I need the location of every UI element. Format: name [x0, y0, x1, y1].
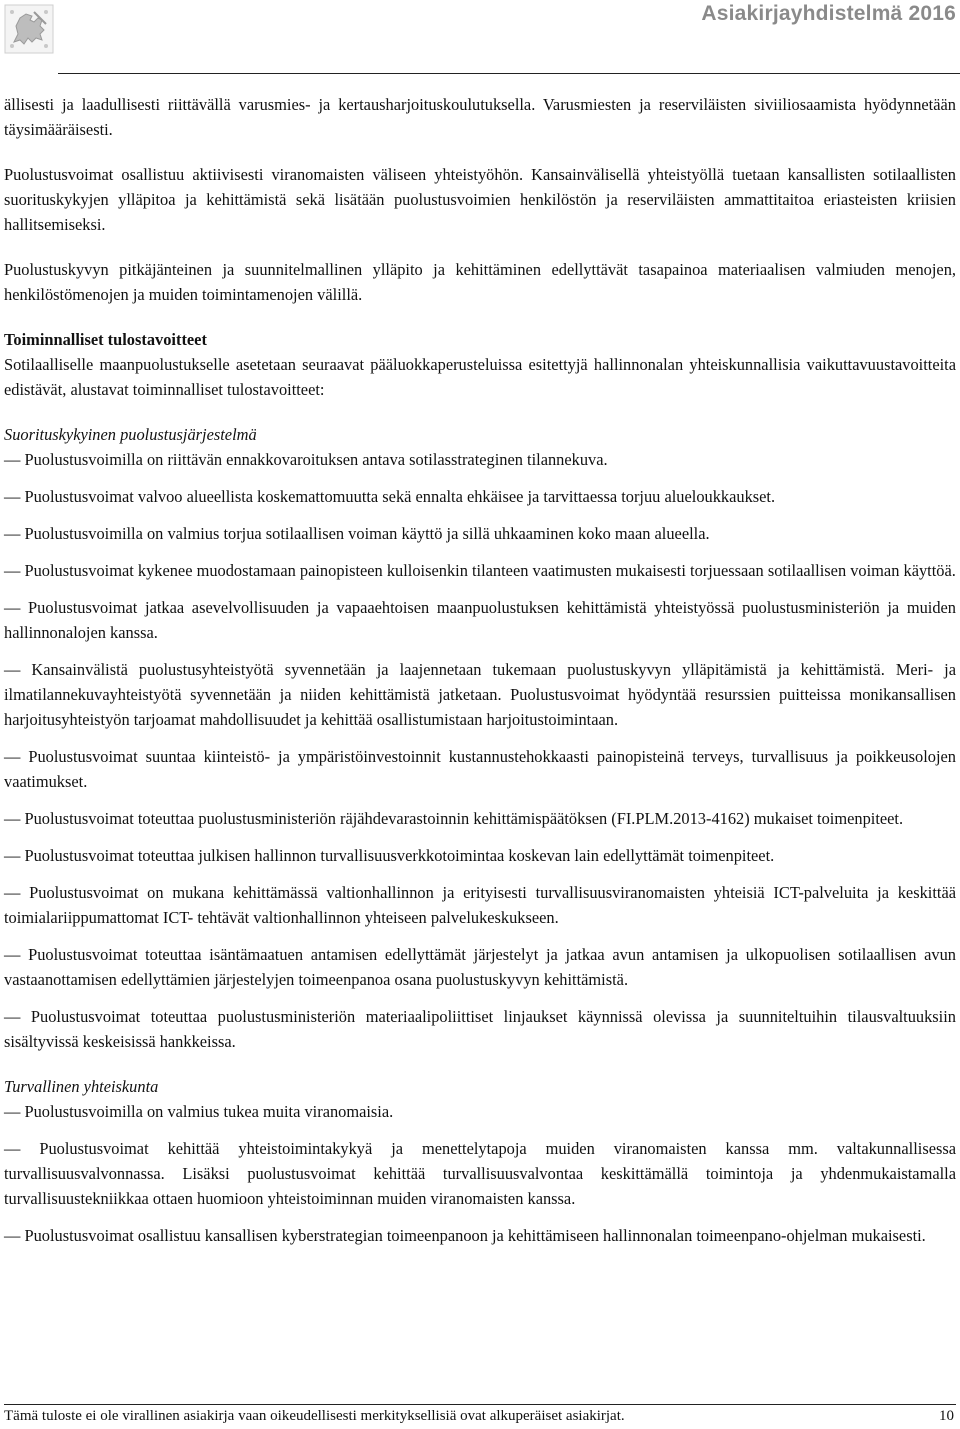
list-item: — Puolustusvoimat toteuttaa julkisen hallinnon turvallisuusverkkotoimintaa koskevan lain edellyttämät toimenpiteet. — [4, 846, 775, 865]
list-item: — Puolustusvoimat suuntaa kiinteistö- ja ympäristöinvestoinnit kustannustehokkaasti painopisteinä terveys, turvallisuus ja poikkeusolojen vaatimukset. — [4, 747, 956, 791]
list-item: — Puolustusvoimat kykenee muodostamaan painopisteen kulloisenkin tilanteen vaatimusten mukaisesti torjuessaan sotilaallisen voiman käyttöä. — [4, 561, 956, 580]
paragraph: ällisesti ja laadullisesti riittävällä varusmies- ja kertausharjoituskoulutuksella. Varusmiesten ja reserviläisten siviiliosaamista hyödynnetään täysimääräisesti. — [4, 95, 956, 139]
subsection-title: Suorituskykyinen puolustusjärjestelmä — [4, 425, 257, 444]
list-item: — Puolustusvoimilla on riittävän ennakkovaroituksen antava sotilasstrateginen tilannekuva. — [4, 450, 608, 469]
list-item: — Puolustusvoimat osallistuu kansallisen kyberstrategian toimeenpanoon ja kehittämiseen hallinnonalan toimeenpano-ohjelman mukaisesti. — [4, 1226, 926, 1245]
list-item: — Puolustusvoimat jatkaa asevelvollisuuden ja vapaaehtoisen maanpuolustuksen kehittämistä yhteistyössä puolustusministeriön ja muiden hallinnonalojen kanssa. — [4, 598, 956, 642]
document-title: Asiakirjayhdistelmä 2016 — [701, 2, 956, 25]
finnish-lion-crest-icon — [4, 4, 54, 54]
list-item: — Puolustusvoimat toteuttaa isäntämaatuen antamisen edellyttämät järjestelyt ja jatkaa avun antamisen ja ulkopuolisen sotilaallisen avun vastaanottamisen edellyttämien järjestelyjen toimeenpanoa osana puolustuskyvyn kehittämistä. — [4, 945, 956, 989]
list-item: — Puolustusvoimat on mukana kehittämässä valtionhallinnon ja erityisesti turvallisuusviranomaisten yhteisiä ICT-palveluita ja keskittää toimialariippumattomat ICT- tehtävät valtionhallinnon yhteiseen palvelukeskukseen. — [4, 883, 956, 927]
page-number: 10 — [939, 1408, 954, 1424]
section-heading: Toiminnalliset tulostavoitteet — [4, 330, 207, 349]
list-item: — Puolustusvoimat toteuttaa puolustusministeriön räjähdevarastoinnin kehittämispäätöksen (FI.PLM.2013-4162) mukaiset toimenpiteet. — [4, 809, 904, 828]
footer-disclaimer: Tämä tuloste ei ole virallinen asiakirja vaan oikeudellisesti merkityksellisiä ovat alkuperäiset asiakirjat. — [4, 1408, 625, 1424]
list-item: — Puolustusvoimilla on valmius torjua sotilaallisen voiman käyttö ja sillä uhkaaminen koko maan alueella. — [4, 524, 710, 543]
paragraph: Puolustusvoimat osallistuu aktiivisesti viranomaisten väliseen yhteistyöhön. Kansainvälisellä yhteistyöllä tuetaan kansallisten sotilaallisten suorituskykyjen ylläpitoa ja kehittämistä sekä lisätään puolustusvoimien henkilöstön ja reserviläisten ammattitaitoa eriasteisten kriisien hallitsemiseksi. — [4, 165, 956, 234]
document-body — [4, 92, 956, 1248]
paragraph: Sotilaalliselle maanpuolustukselle asetetaan seuraavat pääluokkaperusteluissa esitettyjä hallinnonalan yhteiskunnallisia vaikuttavuustavoitteita edistävät, alustavat toiminnalliset tulostavoitteet: — [4, 355, 956, 399]
list-item: — Puolustusvoimat kehittää yhteistoimintakykyä ja menettelytapoja muiden viranomaisten kanssa mm. valtakunnallisessa turvallisuusvalvonnassa. Lisäksi puolustusvoimat kehittää turvallisuusvalvontaa keskittämällä toimintoja ja yhdenmukaistamalla turvallisuustekniikkaa ottaen huomioon yhteistoiminnan muiden viranomaisten kanssa. — [4, 1139, 956, 1208]
paragraph: Puolustuskyvyn pitkäjänteinen ja suunnitelmallinen ylläpito ja kehittäminen edellyttävät tasapainoa materiaalisen valmiuden menojen, henkilöstömenojen ja muiden toimintamenojen välillä. — [4, 260, 956, 304]
page-footer — [4, 1406, 956, 1426]
list-item: — Puolustusvoimat toteuttaa puolustusministeriön materiaalipoliittiset linjaukset käynnissä olevissa ja suunniteltuihin tilausvaltuuksiin sisältyvissä keskeisissä hankkeissa. — [4, 1007, 956, 1051]
subsection-title: Turvallinen yhteiskunta — [4, 1077, 159, 1096]
header-divider — [58, 73, 960, 74]
list-item: — Puolustusvoimat valvoo alueellista koskemattomuutta sekä ennalta ehkäisee ja tarvittaessa torjuu alueloukkaukset. — [4, 487, 776, 506]
footer-divider — [4, 1404, 956, 1405]
list-item: — Kansainvälistä puolustusyhteistyötä syvennetään ja laajennetaan tukemaan puolustuskyvyn ylläpitämistä ja kehittämistä. Meri- ja ilmatilannekuvayhteistyötä syvennetään ja niiden kehittämistä jatketaan. Puolustusvoimat hyödyntää resurssien puitteissa monikansallisen harjoitusyhteistyön tarjoamat mahdollisuudet ja kehittää osallistumistaan harjoitustoimintaan. — [4, 660, 956, 729]
page-header — [0, 0, 960, 78]
list-item: — Puolustusvoimilla on valmius tukea muita viranomaisia. — [4, 1102, 394, 1121]
